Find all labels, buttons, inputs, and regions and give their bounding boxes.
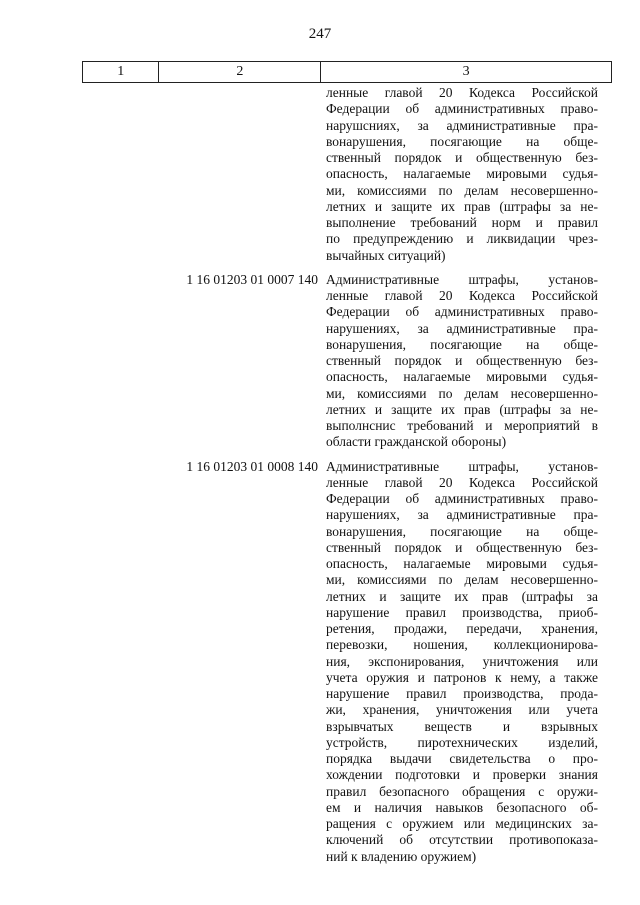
description-line: опасность, налагаемые мировыми судья- [326,556,598,571]
page-number: 247 [308,26,332,42]
description-line: ственный порядок и общественную без- [326,150,598,165]
description-line: ми, комиссиями по делам несовершенно- [326,182,598,198]
description-line: ми, комиссиями по делам несовершенно- [326,385,598,401]
description-line: нарушениях, за административные пра- [326,507,598,523]
description-line: ращения с оружием или медицинских за- [326,816,598,831]
description-line: устройств, пиротехнических изделий, [326,734,598,750]
description-line: области гражданской обороны) [326,434,507,450]
description-line: жи, хранения, уничтожения или учета [326,702,598,718]
description-line: нарушение правил производства, приоб- [326,604,598,620]
description-line: нарушение правил производства, прода- [326,686,598,701]
description-line: по предупреждению и ликвидации чрез- [326,231,598,247]
budget-classification-code: 1 16 01203 01 0007 140 [186,271,318,287]
description-line: ний к владению оружием) [326,848,477,864]
description-line: ния, экспонирования, уничтожения или [326,653,598,669]
description-line: порядка выдачи свидетельства о про- [326,751,598,766]
description-line: летних и защите их прав (штрафы за не- [326,198,598,214]
description-line: ленные главой 20 Кодекса Российской [326,288,598,303]
description-line: выполнение требований норм и правил [326,215,598,230]
description-line: летних и защите их прав (штрафы за [326,588,598,604]
description-line: ленные главой 20 Кодекса Российской [326,474,598,490]
description-line: вонарушения, посягающие на обще- [326,133,598,149]
description-line: вычайных ситуаций) [326,247,446,263]
description-line: Федерации об административных право- [326,101,598,117]
description-line: учета оружия и патронов к нему, а также [326,669,598,685]
description-line: нарушсниях, за административные пра- [326,117,598,133]
description-line: ленные главой 20 Кодекса Российской [326,85,598,100]
description-line: Федерации об административных право- [326,491,598,506]
description-line: выполнснис требований и мероприятий в [326,418,598,433]
column-header-2: 2 [159,62,321,83]
description-line: Федерации об административных право- [326,304,598,320]
description-line: ключений об отсутствии противопоказа- [326,832,598,848]
budget-classification-code: 1 16 01203 01 0008 140 [186,458,318,474]
description-line: вонарушения, посягающие на обще- [326,523,598,539]
description-line: правил безопасного обращения с оружи- [326,783,598,799]
description-line: нарушениях, за административные пра- [326,320,598,336]
column-header-table [82,61,612,83]
description-cell [326,85,598,264]
description-line: опасность, налагаемые мировыми судья- [326,369,598,385]
description-cell [326,272,598,451]
column-header-row [83,62,612,83]
description-line: ретения, продажи, передачи, хранения, [326,621,598,636]
description-line: Административные штрафы, установ- [326,271,598,287]
description-line: опасность, налагаемые мировыми судья- [326,166,598,182]
description-line: взрывчатых веществ и взрывных [326,718,598,734]
description-line: хождении подготовки и проверки знания [326,767,598,783]
description-line: перевозки, ношения, коллекционирова- [326,637,598,653]
column-header-1: 1 [83,62,159,83]
table-row [82,459,612,865]
column-header-3: 3 [321,62,612,83]
table-body [82,85,612,873]
budget-classification-code [82,85,326,264]
description-line: ми, комиссиями по делам несовершенно- [326,572,598,588]
description-line: вонарушения, посягающие на обще- [326,336,598,352]
description-line: ственный порядок и общественную без- [326,539,598,555]
description-cell [326,459,598,865]
description-line: ственный порядок и общественную без- [326,353,598,368]
description-line: ем и наличия навыков безопасного об- [326,799,598,815]
table-row [82,85,612,264]
table-row [82,272,612,451]
description-line: летних и защите их прав (штрафы за не- [326,401,598,417]
description-line: Административные штрафы, установ- [326,458,598,474]
